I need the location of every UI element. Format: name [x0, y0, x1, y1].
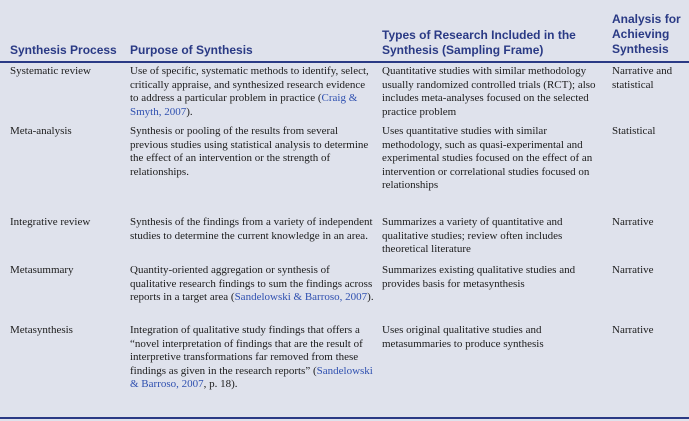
row-metasynthesis-analysis: Narrative [612, 324, 654, 336]
row-metasynthesis-types: Uses original qualitative studies and metasummaries to produce synthesis [382, 324, 544, 350]
purpose-text: Integration of qualitative study findings that offers a “novel interpretation of findings that are the result of interpretive transformations far removed from these findings as given in the research reports” ( [130, 324, 363, 377]
header-analysis-line1: Analysis for [612, 12, 681, 26]
row-metasummary-analysis: Narrative [612, 264, 654, 276]
row-metasummary-types: Summarizes existing qualitative studies and provides basis for metasynthesis [382, 264, 576, 290]
row-meta-analysis-types: Uses quantitative studies with similar methodology, such as quasi-experimental and experimental studies focused on the effect of an intervention or correlational studies focused on relationships [382, 125, 593, 192]
row-metasummary-purpose [130, 264, 374, 305]
row-integrative-review-types: Summarizes a variety of quantitative and qualitative studies; review often includes theoretical literature [382, 216, 563, 256]
row-metasynthesis-process: Metasynthesis [10, 324, 73, 336]
purpose-text: Synthesis of the findings from a variety of independent studies to determine the current knowledge in an area. [130, 216, 373, 242]
row-meta-analysis-process: Meta-analysis [10, 125, 72, 137]
citation-link[interactable]: Sandelowski & Barroso, 2007 [130, 364, 373, 391]
row-integrative-review-purpose [130, 216, 374, 243]
row-metasummary-process: Metasummary [10, 264, 74, 276]
header-purpose-text: Purpose of Synthesis [130, 43, 253, 57]
citation-link[interactable]: Sandelowski & Barroso, 2007 [234, 291, 368, 304]
row-integrative-review-analysis: Narrative [612, 216, 654, 228]
row-systematic-review-types: Quantitative studies with similar methodology usually randomized controlled trials (RCT); also includes meta-analyses focused on the selected practice problem [382, 65, 596, 118]
table-bottom-rule [0, 417, 689, 419]
row-systematic-review-purpose [130, 65, 374, 119]
purpose-text: Use of specific, systematic methods to identify, select, critically appraise, and synthesized research evidence to address a particular problem in practice ( [130, 65, 369, 105]
citation-link[interactable]: Craig & Smyth, 2007 [130, 92, 358, 118]
purpose-text-end: ). [367, 291, 374, 304]
row-meta-analysis-purpose [130, 125, 374, 179]
header-types-of-research [382, 28, 608, 58]
header-synthesis-process [10, 43, 120, 58]
row-metasynthesis-purpose [130, 324, 374, 392]
header-analysis-line2: Achieving [612, 27, 670, 41]
header-process-text: Synthesis Process [10, 43, 117, 57]
purpose-text-end: , p. 18). [203, 378, 238, 391]
header-types-line1: Types of Research Included in the [382, 28, 576, 42]
row-systematic-review-analysis: Narrative and statistical [612, 65, 673, 91]
header-analysis-line3: Synthesis [612, 42, 669, 56]
purpose-text: Quantity-oriented aggregation or synthesis of qualitative research findings to sum the findings across reports in a target area ( [130, 264, 373, 304]
header-analysis [612, 12, 688, 57]
row-systematic-review-process: Systematic review [10, 65, 91, 77]
header-purpose [130, 43, 370, 58]
row-meta-analysis-analysis: Statistical [612, 125, 656, 137]
row-integrative-review-process: Integrative review [10, 216, 91, 228]
purpose-text: Synthesis or pooling of the results from several previous studies using statistical analysis to determine the effect of an intervention or the strength of relationships. [130, 125, 369, 178]
purpose-text-end: ). [186, 105, 193, 118]
header-types-line2: Synthesis (Sampling Frame) [382, 43, 544, 57]
